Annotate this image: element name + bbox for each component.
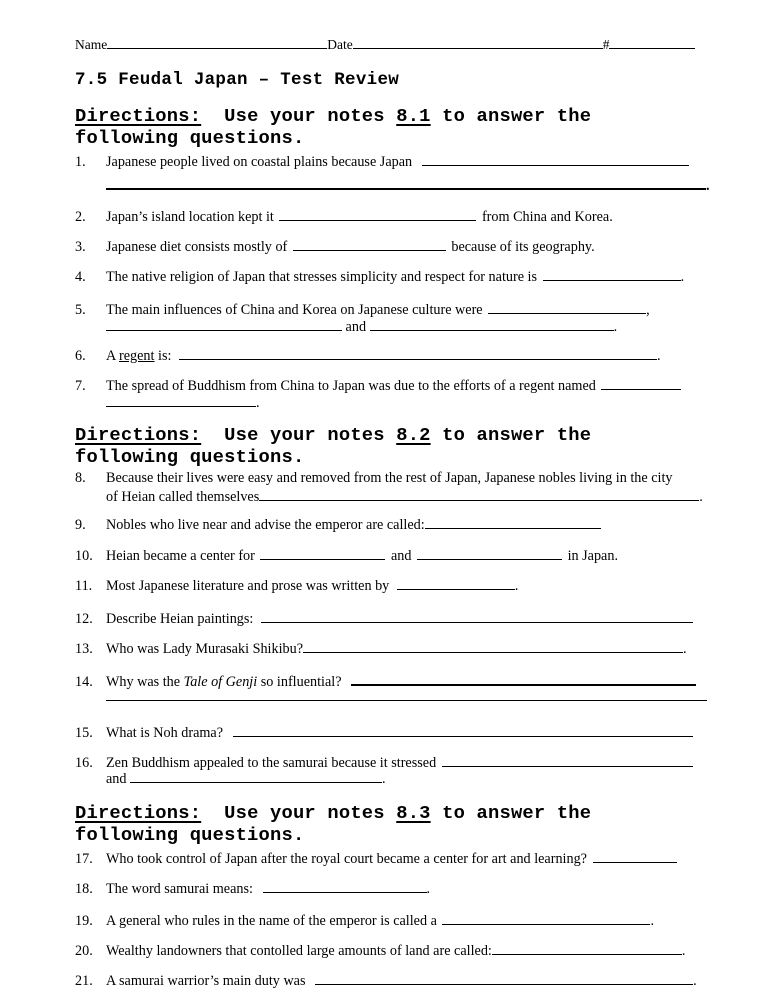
question-text: Most Japanese literature and prose was written by [106,578,390,594]
question-text: Describe Heian paintings: [106,611,254,627]
answer-blank[interactable] [543,266,681,281]
question-1-line2 [106,174,710,195]
question-text: Japanese people lived on coastal plains because Japan [106,154,413,170]
directions-text: Use your notes [224,105,385,127]
question-text: A general who rules in the name of the emperor is called a [106,913,437,929]
question-number: 7. [75,378,86,394]
period: . [699,489,703,505]
question-text: from China and Korea. [481,209,613,225]
answer-blank[interactable] [315,970,693,985]
question-text: Who was Lady Murasaki Shikibu? [106,641,304,657]
question-text: Heian became a center for [106,548,255,564]
name-blank[interactable] [107,34,327,49]
question-text: and [106,771,127,787]
period: . [426,881,431,897]
term-regent: regent [119,348,155,364]
period: . [706,178,710,194]
answer-blank[interactable] [293,236,446,251]
notes-ref: 8.2 [396,424,431,446]
question-number: 17. [75,851,93,867]
question-text: Why was the [106,674,184,690]
question-text: and [390,548,412,564]
directions-text: following questions. [75,824,305,846]
answer-blank[interactable] [417,545,562,560]
answer-blank[interactable] [106,686,707,701]
answer-blank[interactable] [263,878,427,893]
question-number: 14. [75,674,93,690]
directions-8-2 [75,424,591,468]
question-13 [75,638,687,658]
directions-8-1 [75,105,591,149]
question-text: in Japan. [567,548,618,564]
question-number: 15. [75,725,93,741]
answer-blank[interactable] [351,670,696,686]
question-number: 13. [75,641,93,657]
question-number: 19. [75,913,93,929]
question-15 [75,722,693,742]
answer-blank[interactable] [130,768,382,783]
question-2 [75,206,613,226]
answer-blank[interactable] [492,940,682,955]
question-text: Who took control of Japan after the royal court became a center for art and learning? [106,851,587,867]
question-19 [75,910,654,930]
directions-text: following questions. [75,127,305,149]
question-text: and [345,319,367,335]
header-row [75,34,695,53]
question-text: so influential? [257,674,342,690]
question-text: Zen Buddhism appealed to the samurai because it stressed [106,755,437,771]
name-label: Name [75,37,108,52]
date-blank[interactable] [353,34,603,49]
question-text: The word samurai means: [106,881,253,897]
question-number: 9. [75,517,86,533]
directions-label: Directions: [75,802,202,824]
question-number: 5. [75,302,86,318]
period: . [256,395,260,411]
answer-blank[interactable] [442,910,650,925]
question-11 [75,575,518,595]
period: . [680,269,685,285]
answer-blank[interactable] [425,514,601,529]
question-14-line2 [106,686,707,706]
question-number: 10. [75,548,93,564]
answer-blank[interactable] [370,316,614,331]
page-title: 7.5 Feudal Japan – Test Review [75,70,400,90]
question-number: 2. [75,209,86,225]
question-text: Japanese diet consists mostly of [106,239,288,255]
question-8-line2 [106,486,703,506]
number-label: # [602,37,610,52]
question-3 [75,236,595,256]
question-5-line2 [106,316,617,336]
question-text: because of its geography. [451,239,595,255]
answer-blank[interactable] [261,608,693,623]
number-blank[interactable] [609,34,695,49]
directions-text: to answer the [442,802,592,824]
answer-blank[interactable] [442,752,693,767]
period: . [613,319,618,335]
period: . [681,943,686,959]
answer-blank[interactable] [593,848,677,863]
period: . [683,641,687,657]
question-number: 11. [75,578,93,594]
period: . [693,973,697,989]
question-9 [75,514,601,534]
question-text: of Heian called themselves [106,489,260,505]
directions-text: Use your notes [224,802,385,824]
answer-blank[interactable] [179,345,657,360]
directions-text: to answer the [442,105,592,127]
comma: , [646,302,650,318]
question-number: 6. [75,348,86,364]
notes-ref: 8.1 [396,105,431,127]
question-number: 1. [75,154,86,170]
question-text: A [106,348,120,364]
question-18 [75,878,430,898]
question-6 [75,345,661,365]
period: . [650,913,655,929]
question-20 [75,940,685,960]
period: . [514,578,519,594]
notes-ref: 8.3 [396,802,431,824]
question-number: 18. [75,881,93,897]
question-text: What is Noh drama? [106,725,224,741]
question-text: A samurai warrior’s main duty was [106,973,306,989]
answer-blank[interactable] [106,316,342,331]
answer-blank[interactable] [303,638,683,653]
question-12 [75,608,693,628]
answer-blank[interactable] [260,545,385,560]
period: . [382,771,386,787]
directions-label: Directions: [75,424,202,446]
question-number: 21. [75,973,93,989]
tale-of-genji-title: Tale of Genji [183,674,258,690]
directions-text: following questions. [75,446,305,468]
directions-8-3 [75,802,591,846]
directions-text: to answer the [442,424,592,446]
question-text: The main influences of China and Korea on Japanese culture were [106,302,483,318]
question-text: is: [154,348,172,364]
question-number: 16. [75,755,93,771]
question-text: Because their lives were easy and removed from the rest of Japan, Japanese nobles living in the city [106,470,673,486]
directions-text: Use your notes [224,424,385,446]
question-text: The native religion of Japan that stresses simplicity and respect for nature is [106,269,538,285]
date-label: Date [327,37,353,52]
question-8 [75,470,673,487]
question-10 [75,545,618,565]
question-number: 3. [75,239,86,255]
question-number: 20. [75,943,93,959]
answer-blank[interactable] [422,151,689,166]
question-text: Nobles who live near and advise the emperor are called: [106,517,425,533]
question-text: Wealthy landowners that contolled large amounts of land are called: [106,943,492,959]
answer-blank[interactable] [106,392,256,407]
question-21 [75,970,697,990]
answer-blank[interactable] [601,375,681,390]
question-text: The spread of Buddhism from China to Japan was due to the efforts of a regent named [106,378,596,394]
question-7-line2 [106,392,260,412]
question-16-line2 [106,768,386,788]
question-number: 12. [75,611,93,627]
answer-blank[interactable] [397,575,515,590]
question-1 [75,151,689,171]
answer-blank[interactable] [488,299,646,314]
question-4 [75,266,684,286]
question-number: 8. [75,470,86,486]
question-number: 4. [75,269,86,285]
directions-label: Directions: [75,105,202,127]
answer-blank[interactable] [233,722,693,737]
answer-blank[interactable] [279,206,476,221]
answer-blank[interactable] [106,174,706,190]
period: . [656,348,661,364]
answer-blank[interactable] [259,486,699,501]
question-17 [75,848,677,868]
question-text: Japan’s island location kept it [106,209,274,225]
